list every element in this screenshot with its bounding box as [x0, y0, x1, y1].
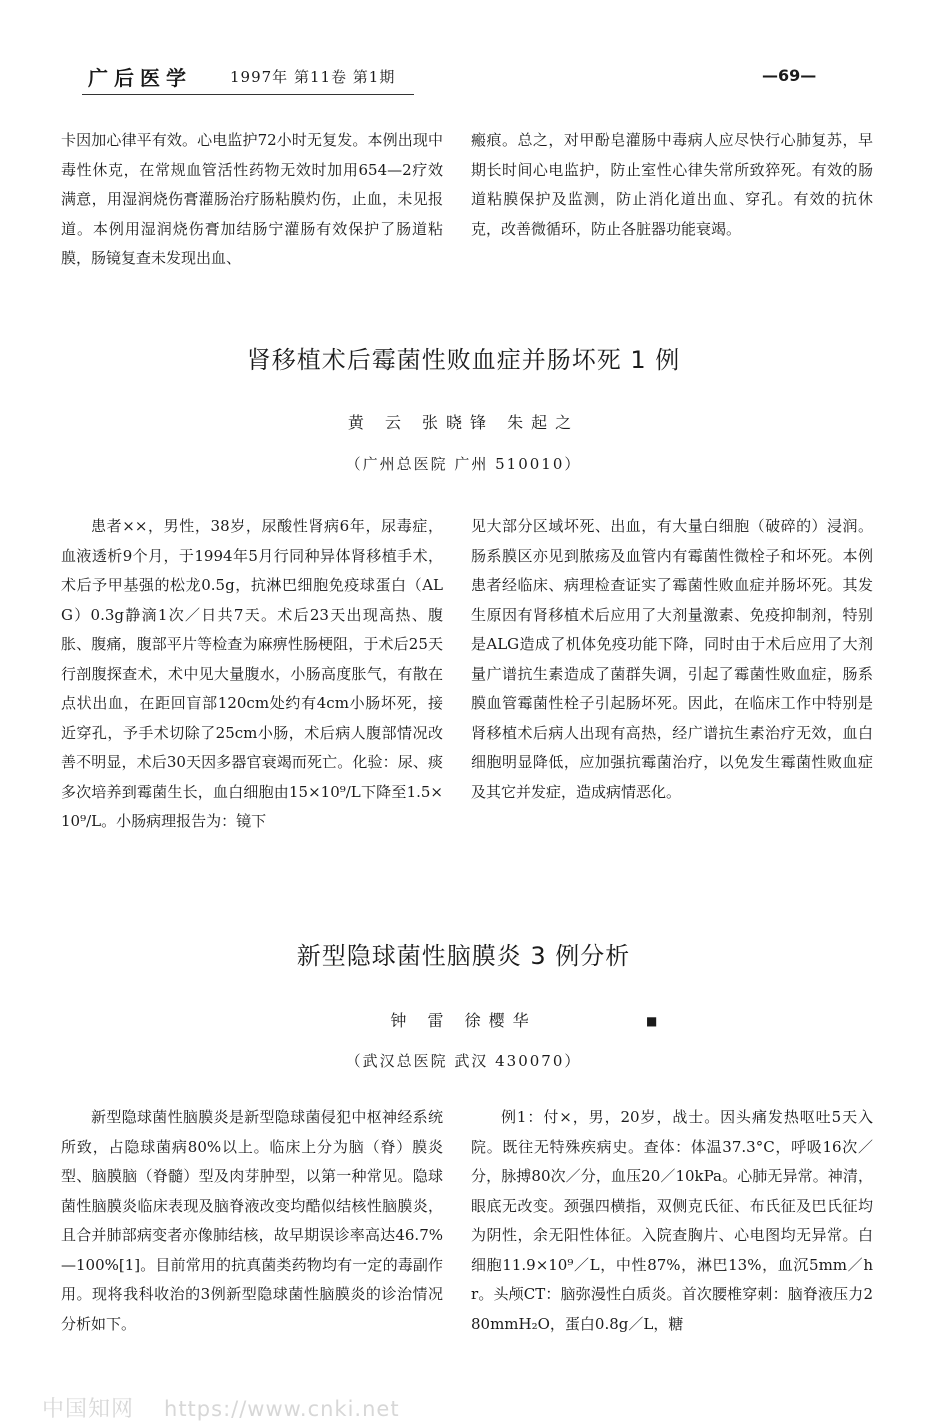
page-number: —69— [762, 66, 817, 85]
article-title: 肾移植术后霉菌性败血症并肠坏死 1 例 [246, 346, 681, 374]
header-rule [82, 94, 414, 95]
article-affiliation: （武汉总医院 武汉 430070） [345, 1052, 582, 1070]
article-authors: 黄 云 张晓锋 朱起之 [347, 413, 580, 432]
paragraph: 见大部分区域坏死、出血，有大量白细胞（破碎的）浸润。肠系膜区亦见到脓疡及血管内有霉菌性微栓子和坏死。本例患者经临床、病理检查证实了霉菌性败血症并肠坏死。其发生原因有肾移植术后应用了大剂量激素、免疫抑制剂，特别是ALG造成了机体免疫功能下降，同时由于术后应用了大剂量广谱抗生素造成了菌群失调，引起了霉菌性败血症，肠系膜血管霉菌性栓子引起肠坏死。因此，在临床工作中特别是肾移植术后病人出现有高热，经广谱抗生素治疗无效，血白细胞明显降低，应加强抗霉菌治疗，以免发生霉菌性败血症及其它并发症，造成病情恶化。 [471, 517, 873, 801]
paragraph: 卡因加心律平有效。心电监护72小时无复发。本例出现中毒性休克，在常规血管活性药物无效时加用654—2疗效满意，用湿润烧伤膏灌肠治疗肠粘膜灼伤，止血，未见报道。本例用湿润烧伤膏加结肠宁灌肠有效保护了肠道粘膜，肠镜复查未发现出血、 [61, 131, 443, 267]
issue-info: 1997年 第11卷 第1期 [230, 68, 396, 86]
dot-mark: ■ [646, 1014, 658, 1028]
cnki-watermark [42, 1392, 400, 1423]
paragraph: 患者××，男性，38岁，尿酸性肾病6年，尿毒症，血液透析9个月，于1994年5月行同种异体肾移植手术，术后予甲基强的松龙0.5g，抗淋巴细胞免疫球蛋白（ALG）0.3g静滴1次／日共7天。术后23天出现高热、腹胀、腹痛，腹部平片等检查为麻痹性肠梗阻，于术后25天行剖腹探查术，术中见大量腹水，小肠高度胀气，有散在点状出血，在距回盲部120cm处约有4cm小肠坏死，接近穿孔，予手术切除了25cm小肠，术后病人腹部情况改善不明显，术后30天因多器官衰竭而死亡。化验：尿、痰多次培养到霉菌生长，血白细胞由15×10⁹/L下降至1.5×10⁹/L。小肠病理报告为：镜下 [61, 517, 443, 830]
watermark-url: https://www.cnki.net [164, 1397, 400, 1421]
watermark-brand: 中国知网 [42, 1397, 135, 1422]
paragraph: 新型隐球菌性脑膜炎是新型隐球菌侵犯中枢神经系统所致，占隐球菌病80%以上。临床上分为脑（脊）膜炎型、脑膜脑（脊髓）型及肉芽肿型，以第一种常见。隐球菌性脑膜炎临床表现及脑脊液改变均酷似结核性脑膜炎，且合并肺部病变者亦像肺结核，故早期误诊率高达46.7%—100%[1]。目前常用的抗真菌类药物均有一定的毒副作用。现将我科收治的3例新型隐球菌性脑膜炎的诊治情况分析如下。 [61, 1108, 443, 1333]
article1-right-column [471, 512, 873, 807]
continuation-left-column [61, 126, 443, 274]
article2-right-column [471, 1103, 873, 1339]
article1-left-column [61, 512, 443, 837]
paragraph: 例1：付×，男，20岁，战士。因头痛发热呕吐5天入院。既往无特殊疾病史。查体：体温37.3°C，呼吸16次／分，脉搏80次／分，血压20／10kPa。心肺无异常。神清，眼底无改变。颈强四横指，双侧克氏征、布氏征及巴氏征均为阴性，余无阳性体征。入院查胸片、心电图均无异常。白细胞11.9×10⁹／L，中性87%，淋巴13%，血沉5mm／hr。头颅CT：脑弥漫性白质炎。首次腰椎穿刺：脑脊液压力280mmH₂O，蛋白0.8g／L，糖 [471, 1108, 873, 1333]
article-authors: 钟 雷 徐樱华 [390, 1011, 537, 1030]
article-affiliation: （广州总医院 广州 510010） [345, 455, 582, 473]
continuation-right-column [471, 126, 873, 244]
journal-name: 广后医学 [88, 66, 192, 90]
running-header [82, 62, 882, 102]
article-title: 新型隐球菌性脑膜炎 3 例分析 [296, 942, 631, 970]
paragraph: 瘢痕。总之，对甲酚皂灌肠中毒病人应尽快行心肺复苏，早期长时间心电监护，防止室性心律失常所致猝死。有效的肠道粘膜保护及监测，防止消化道出血、穿孔。有效的抗休克，改善微循环，防止各脏器功能衰竭。 [471, 131, 873, 238]
article2-left-column [61, 1103, 443, 1339]
